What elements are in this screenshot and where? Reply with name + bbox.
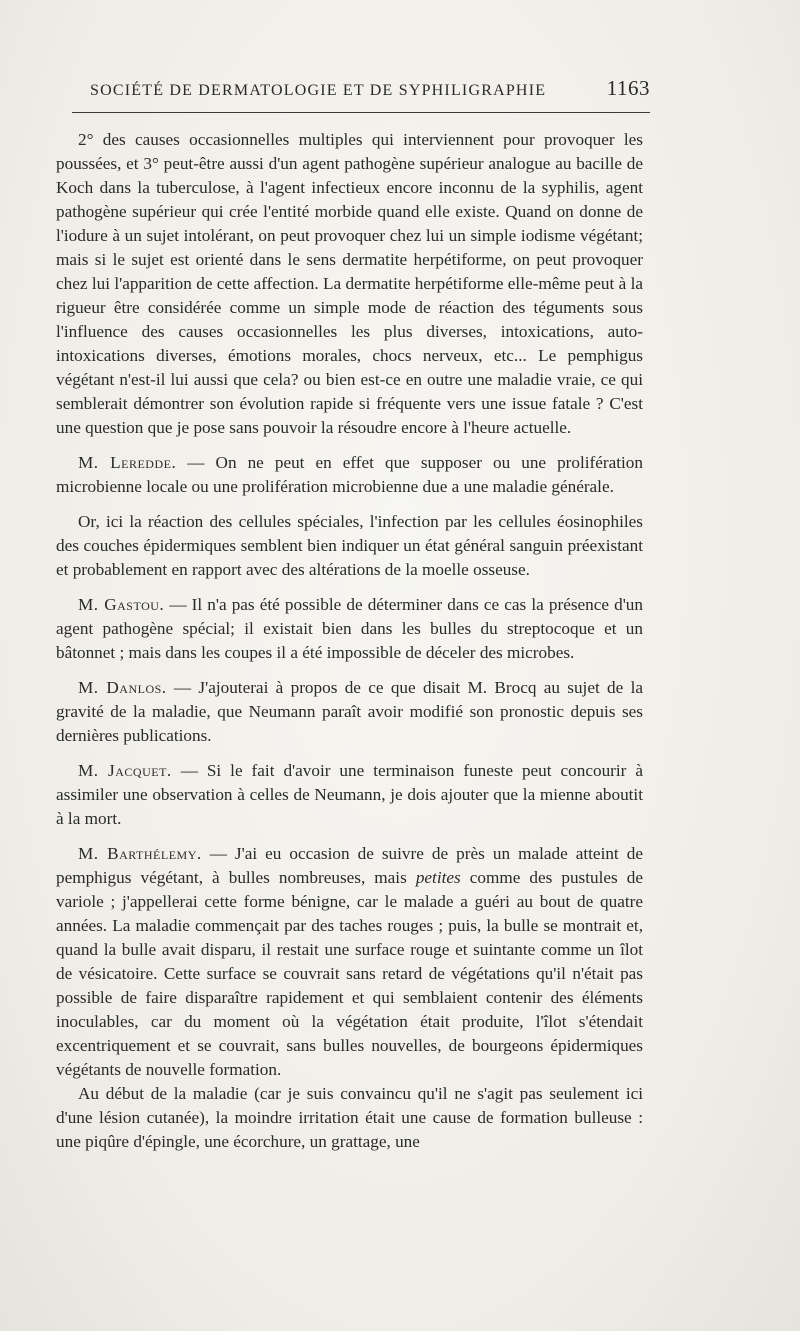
paragraph-text: Au début de la maladie (car je suis convaincu qu'il ne s'agit pas seulement ici d'une lésion cutanée), la moindre irritation était une cause de formation bulleuse : une piqûre d'épingle, une écorchure, un grattage, une	[56, 1084, 643, 1151]
paragraph	[56, 1082, 643, 1154]
speaker-name: M. Gastou.	[78, 595, 165, 614]
speaker-name: M. Danlos.	[78, 678, 167, 697]
paragraph	[56, 842, 643, 1082]
paragraph	[56, 510, 643, 582]
speaker-name: M. Jacquet.	[78, 761, 172, 780]
paragraph	[56, 128, 643, 440]
paragraph-text: — On ne peut en effet que supposer ou une prolifération microbienne locale ou une prolifération microbienne due a une maladie générale.	[56, 453, 643, 496]
paragraph-text: — J'ai eu occasion de suivre de près un malade atteint de pemphigus végétant, à bulles nombreuses, mais	[56, 844, 643, 887]
paragraph-text: 2° des causes occasionnelles multiples qui interviennent pour provoquer les poussées, et 3° peut-être aussi d'un agent pathogène supérieur analogue au bacille de Koch dans la tuberculose, à l'agent infectieux encore inconnu de la syphilis, agent pathogène supérieur qui crée l'entité morbide quand elle existe. Quand on donne de l'iodure à un sujet intolérant, on peut provoquer chez lui un simple iodisme végétant; mais si le sujet est orienté dans le sens dermatite herpétiforme, on peut provoquer chez lui l'apparition de cette affection. La dermatite herpétiforme elle-même peut à la rigueur être considérée comme un simple mode de réaction des téguments sous l'influence des causes occasionnelles les plus diverses, intoxications, auto-intoxications diverses, émotions morales, chocs nerveux, etc... Le pemphigus végétant n'est-il lui aussi que cela? ou bien est-ce en outre une maladie vraie, ce qui semblerait démontrer son évolution rapide si fréquente vers une issue fatale ? C'est une question que je pose sans pouvoir la résoudre encore à l'heure actuelle.	[56, 130, 643, 437]
paragraph	[56, 593, 643, 665]
italic-word: petites	[415, 868, 461, 887]
paragraph-text: Or, ici la réaction des cellules spéciales, l'infection par les cellules éosinophiles des couches épidermiques semblent bien indiquer un état général sanguin préexistant et probablement en rapport avec des altérations de la moelle osseuse.	[56, 512, 643, 579]
speaker-name: M. Leredde.	[78, 453, 177, 472]
paragraph-text: — Si le fait d'avoir une terminaison funeste peut concourir à assimiler une observation à celles de Neumann, je dois ajouter que la mienne aboutit à la mort.	[56, 761, 643, 828]
paragraph	[56, 759, 643, 831]
running-title: SOCIÉTÉ DE DERMATOLOGIE ET DE SYPHILIGRAPHIE	[90, 82, 547, 99]
paragraph	[56, 451, 643, 499]
body-text	[56, 128, 643, 1154]
paragraph-text: — Il n'a pas été possible de déterminer dans ce cas la présence d'un agent pathogène spécial; il existait bien dans les bulles du streptocoque et un bâtonnet ; mais dans les coupes il a été impossible de déceler des microbes.	[56, 595, 643, 662]
paragraph-text: comme des pustules de variole ; j'appellerai cette forme bénigne, car le malade a guéri au bout de quatre années. La maladie commençait par des taches rouges ; puis, la bulle se montrait et, quand la bulle avait disparu, il restait une surface rouge et suintante comme un îlot de vésicatoire. Cette surface se couvrait sans retard de végétations qu'il n'était pas possible de faire disparaître rapidement et qui semblaient contenir des éléments inoculables, car du moment où la végétation était produite, l'îlot s'étendait excentriquement et se couvrait, sans bulles nouvelles, de bourgeons épidermiques végétants de nouvelle formation.	[56, 868, 643, 1079]
paragraph	[56, 676, 643, 748]
header-rule	[72, 112, 650, 113]
running-header	[90, 76, 650, 101]
speaker-name: M. Barthélemy.	[78, 844, 202, 863]
paragraph-text: — J'ajouterai à propos de ce que disait M. Brocq au sujet de la gravité de la maladie, que Neumann paraît avoir modifié son pronostic depuis ses dernières publications.	[56, 678, 643, 745]
page-number: 1163	[606, 76, 650, 100]
